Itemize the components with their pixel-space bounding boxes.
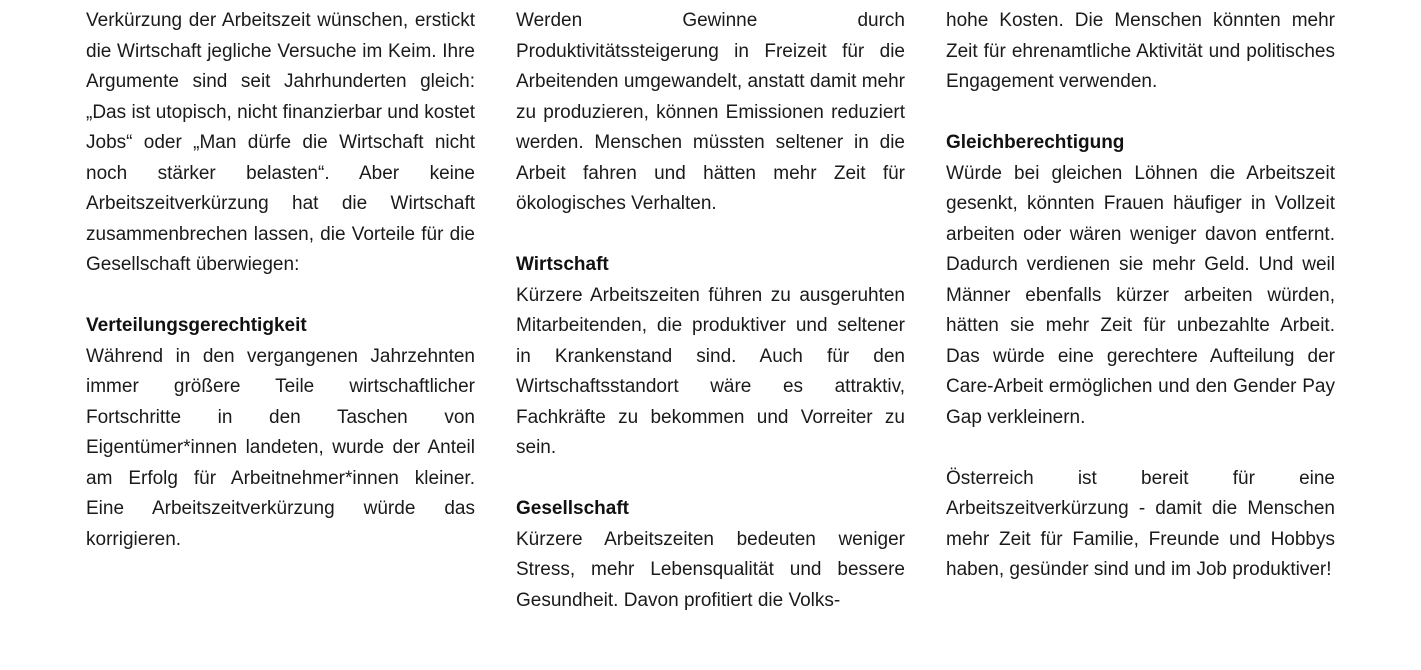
section-verteilungsgerechtigkeit <box>86 311 475 555</box>
section-gleichberechtigung <box>946 128 1335 433</box>
section-gesellschaft <box>516 494 905 616</box>
paragraph-text: Werden Gewinne durch Produktivitätssteigerung in Freizeit für die Arbeitenden umgewandelt, anstatt damit mehr zu produzieren, können Emissionen reduziert werden. Menschen müssten seltener in die Arbeit fahren und hätten mehr Zeit für ökologisches Verhalten. <box>516 10 905 214</box>
section-heading: Wirtschaft <box>516 254 609 275</box>
paragraph-text: hohe Kosten. Die Menschen könnten mehr Zeit für ehrenamtliche Aktivität und politisches Engagement verwenden. <box>946 10 1335 92</box>
section-heading: Gesellschaft <box>516 498 629 519</box>
paragraph-text: Verkürzung der Arbeitszeit wünschen, erstickt die Wirtschaft jegliche Versuche im Keim. Ihre Argumente sind seit Jahrhunderten gleich: „Das ist utopisch, nicht finanzierbar und kostet Jobs“ oder „Man dürfe die Wirtschaft nicht noch stärker belasten“. Aber keine Arbeitszeitverkürzung hat die Wirtschaft zusammenbrechen lassen, die Vorteile für die Gesellschaft überwiegen: <box>86 10 475 275</box>
paragraph-text: Würde bei gleichen Löhnen die Arbeitszeit gesenkt, könnten Frauen häufiger in Vollzeit arbeiten oder wären weniger davon entfernt. Dadurch verdienen sie mehr Geld. Und weil Männer ebenfalls kürzer arbeiten würden, hätten sie mehr Zeit für unbezahlte Arbeit. Das würde eine gerechtere Aufteilung der Care-Arbeit ermöglichen und den Gender Pay Gap verkleinern. <box>946 162 1335 428</box>
section-wirtschaft <box>516 250 905 464</box>
text-column-3 <box>946 6 1335 616</box>
paragraph-text: Kürzere Arbeitszeiten bedeuten weniger Stress, mehr Lebensqualität und bessere Gesundheit. Davon profitiert die Volks- <box>516 528 905 611</box>
continued-paragraph <box>946 6 1335 98</box>
closing-paragraph <box>946 464 1335 586</box>
intro-paragraph <box>86 6 475 281</box>
section-heading: Gleichberechtigung <box>946 132 1125 153</box>
paragraph-text: Österreich ist bereit für eine Arbeitszeitverkürzung - damit die Menschen mehr Zeit für Familie, Freunde und Hobbys haben, gesünder sind und im Job produktiver! <box>946 467 1335 580</box>
paragraph-text: Während in den vergangenen Jahrzehnten immer größere Teile wirtschaftlicher Fortschritte in den Taschen von Eigentümer*innen landeten, wurde der Anteil am Erfolg für Arbeitnehmer*innen kleiner. Eine Arbeitszeitverkürzung würde das korrigieren. <box>86 345 475 550</box>
paragraph-text: Kürzere Arbeitszeiten führen zu ausgeruhten Mitarbeitenden, die produktiver und seltener in Krankenstand sind. Auch für den Wirtschaftsstandort wäre es attraktiv, Fachkräfte zu bekommen und Vorreiter zu sein. <box>516 284 905 458</box>
section-heading: Verteilungsgerechtigkeit <box>86 315 307 336</box>
text-column-2 <box>516 6 905 647</box>
continued-paragraph <box>516 6 905 220</box>
text-column-1 <box>86 6 475 586</box>
